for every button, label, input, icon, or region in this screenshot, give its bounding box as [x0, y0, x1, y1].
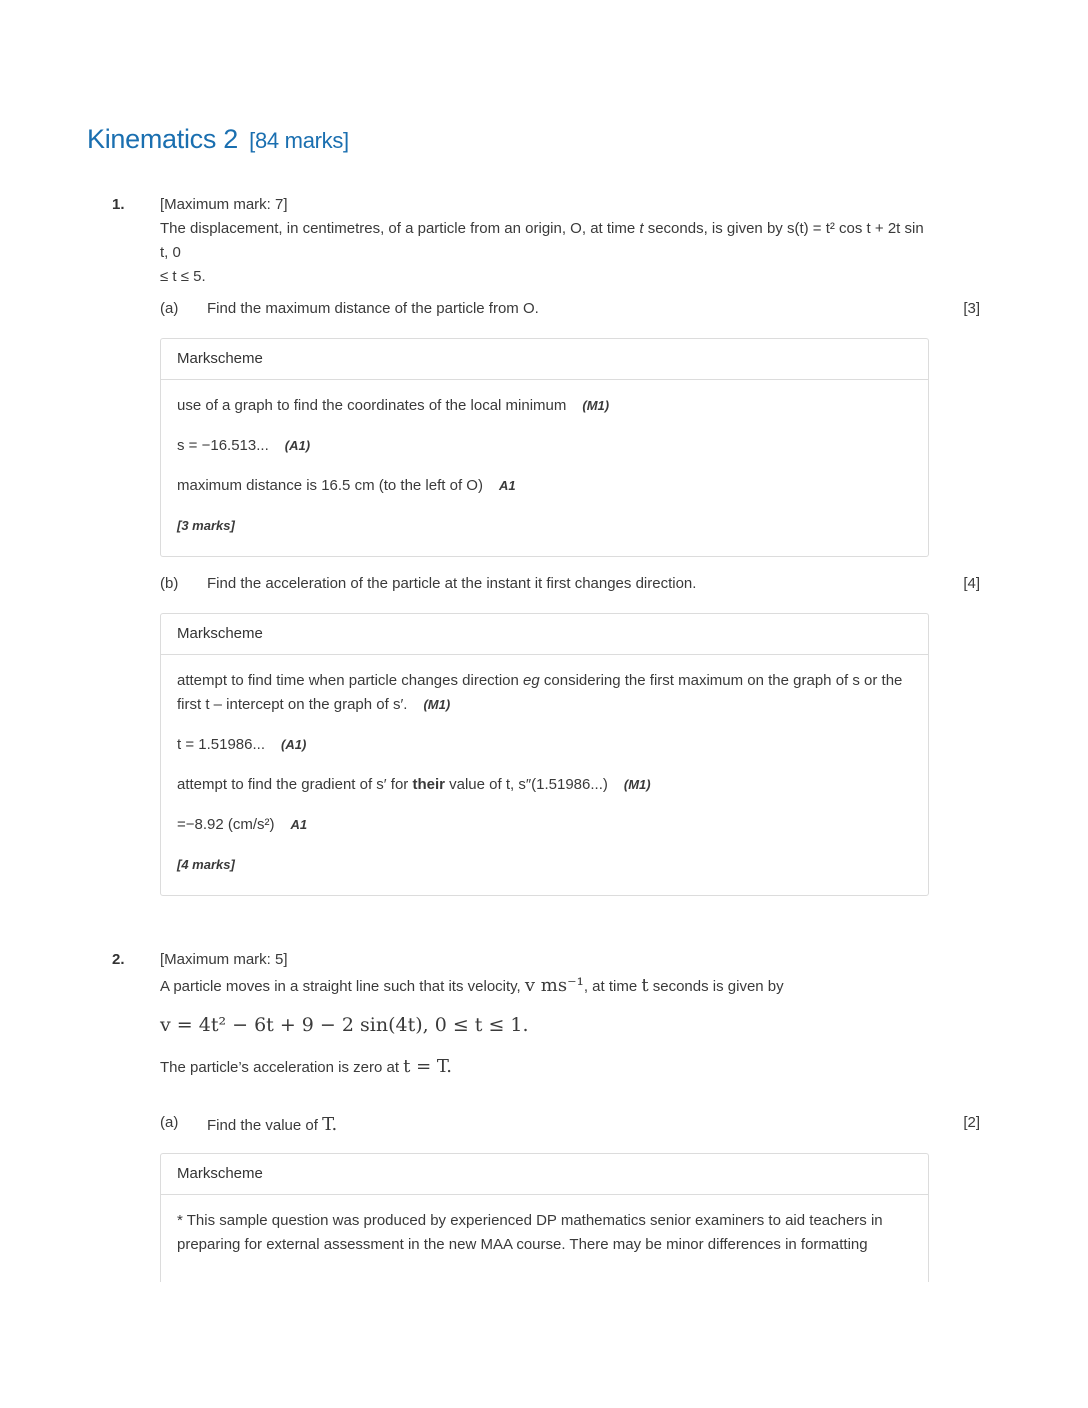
velocity-unit: v ms⁻¹	[524, 975, 584, 996]
question-2-stem: A particle moves in a straight line such that its velocity, v ms⁻¹, at time t seconds is given by	[160, 975, 784, 996]
velocity-equation: v = 4t² − 6t + 9 − 2 sin(4t), 0 ≤ t ≤ 1.	[160, 1014, 529, 1036]
part-marks: [4]	[963, 575, 980, 592]
question-1-stem: The displacement, in centimetres, of a particle from an origin, O, at time t seconds, is given by s(t) = t² cos t + 2t sin t, 0	[160, 220, 924, 261]
question-2-body	[160, 948, 930, 999]
markscheme-body	[161, 655, 928, 877]
question-2-max-mark: [Maximum mark: 5]	[160, 951, 288, 968]
markscheme-total: [3 marks]	[177, 518, 235, 533]
markscheme-line: s = −16.513... (A1)	[177, 437, 311, 454]
question-1-number: 1.	[112, 196, 125, 213]
markscheme-body	[161, 380, 928, 538]
markscheme-1b	[160, 613, 929, 896]
markscheme-header: Markscheme	[161, 1154, 928, 1195]
markscheme-line: t = 1.51986... (A1)	[177, 736, 307, 753]
markscheme-line: =−8.92 (cm/s²) A1	[177, 816, 308, 833]
sample-question-note: * This sample question was produced by experienced DP mathematics senior examiners to aid teachers in preparing for external assessment in the new MAA course. There may be minor differences in formatting	[177, 1212, 883, 1253]
markscheme-body	[161, 1195, 928, 1257]
markscheme-line: attempt to find time when particle changes direction eg considering the first maximum on the graph of s or the first t – intercept on the graph of s′. (M1)	[177, 672, 903, 713]
markscheme-header: Markscheme	[161, 339, 928, 380]
markscheme-1a	[160, 338, 929, 557]
part-label: (a)	[160, 1114, 179, 1131]
displacement-formula: s(t) = t² cos t + 2t sin t, 0	[160, 220, 924, 261]
mark-code: (M1)	[623, 777, 651, 792]
question-1-max-mark: [Maximum mark: 7]	[160, 196, 288, 213]
mark-code: (A1)	[284, 438, 311, 453]
title-text: Kinematics 2	[87, 124, 238, 154]
part-label: (a)	[160, 300, 179, 317]
part-text: Find the value of T.	[207, 1114, 338, 1135]
part-marks: [2]	[963, 1114, 980, 1131]
mark-code: (A1)	[281, 737, 307, 752]
mark-code: (M1)	[423, 697, 451, 712]
question-2-acceleration: The particle’s acceleration is zero at t = T.	[160, 1056, 453, 1077]
part-text: Find the acceleration of the particle at the instant it first changes direction.	[207, 575, 697, 592]
markscheme-2a	[160, 1153, 929, 1282]
markscheme-total: [4 marks]	[177, 857, 235, 872]
markscheme-line: use of a graph to find the coordinates of the local minimum (M1)	[177, 397, 610, 414]
acceleration-condition: t = T.	[403, 1056, 453, 1077]
mark-code: A1	[498, 478, 516, 493]
part-label: (b)	[160, 575, 179, 592]
markscheme-line: maximum distance is 16.5 cm (to the left of O) A1	[177, 477, 516, 494]
part-marks: [3]	[963, 300, 980, 317]
mark-code: A1	[290, 817, 308, 832]
question-1-body	[160, 193, 930, 289]
markscheme-header: Markscheme	[161, 614, 928, 655]
markscheme-line: attempt to find the gradient of s′ for their value of t, s″(1.51986...) (M1)	[177, 776, 651, 793]
part-text: Find the maximum distance of the particle from O.	[207, 300, 539, 317]
title-marks: [84 marks]	[249, 128, 349, 153]
question-1-range: ≤ t ≤ 5.	[160, 268, 206, 285]
question-2-number: 2.	[112, 951, 125, 968]
page-title	[87, 124, 349, 155]
mark-code: (M1)	[582, 398, 610, 413]
